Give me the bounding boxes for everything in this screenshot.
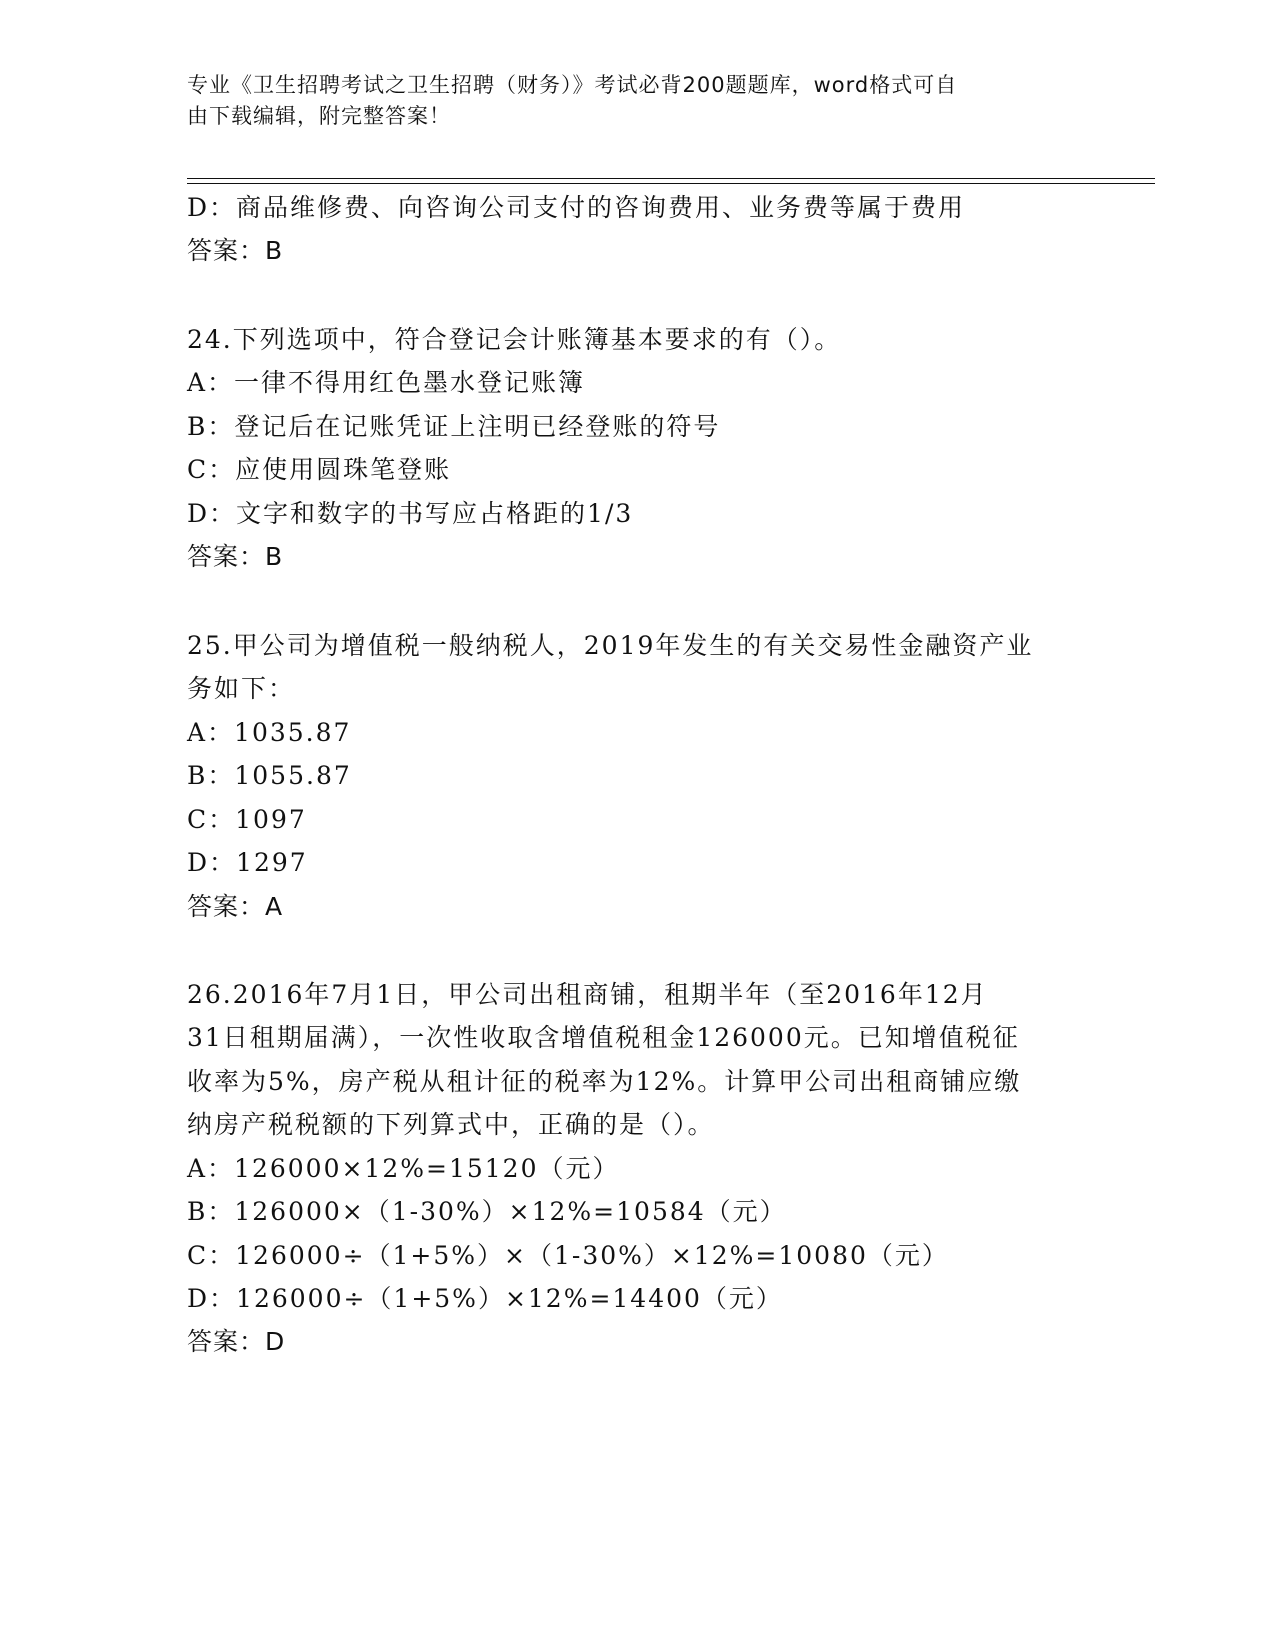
q26-answer: 答案：D — [187, 1327, 286, 1356]
header-rule-top — [187, 178, 1155, 179]
q26-option-d: D：126000÷（1+5%）×12%=14400（元） — [187, 1284, 783, 1313]
q26-option-b: B：126000×（1-30%）×12%=10584（元） — [187, 1197, 787, 1226]
header-rule-bottom — [187, 183, 1155, 184]
q25-option-a: A：1035.87 — [187, 718, 352, 747]
q25-question-line-2: 务如下： — [187, 674, 296, 703]
q25-answer: 答案：A — [187, 892, 284, 921]
q24-question: 24.下列选项中，符合登记会计账簿基本要求的有（）。 — [187, 325, 842, 354]
q26-question-line-3: 收率为5%，房产税从租计征的税率为12%。计算甲公司出租商铺应缴 — [187, 1067, 1022, 1096]
q25-question-line-1: 25.甲公司为增值税一般纳税人，2019年发生的有关交易性金融资产业 — [187, 631, 1034, 660]
q26-question-line-2: 31日租期届满），一次性收取含增值税租金126000元。已知增值税征 — [187, 1023, 1020, 1052]
q25-option-d: D：1297 — [187, 848, 308, 877]
q24-option-c: C：应使用圆珠笔登账 — [187, 455, 452, 484]
q24-option-b: B：登记后在记账凭证上注明已经登账的符号 — [187, 412, 721, 441]
q26-option-a: A：126000×12%=15120（元） — [187, 1154, 620, 1183]
q23-answer: 答案：B — [187, 236, 284, 265]
header-line-2: 由下载编辑，附完整答案！ — [187, 104, 451, 128]
q24-option-d: D：文字和数字的书写应占格距的1/3 — [187, 499, 634, 528]
header-line-1: 专业《卫生招聘考试之卫生招聘（财务）》考试必背200题题库，word格式可自 — [187, 73, 958, 97]
q24-answer: 答案：B — [187, 542, 284, 571]
q25-option-b: B：1055.87 — [187, 761, 352, 790]
q26-option-c: C：126000÷（1+5%）×（1-30%）×12%=10080（元） — [187, 1241, 949, 1270]
document-header — [187, 70, 1067, 132]
q23-option-d: D：商品维修费、向咨询公司支付的咨询费用、业务费等属于费用 — [187, 193, 966, 222]
q26-question-line-1: 26.2016年7月1日，甲公司出租商铺，租期半年（至2016年12月 — [187, 980, 988, 1009]
q26-question-line-4: 纳房产税税额的下列算式中，正确的是（）。 — [187, 1110, 715, 1139]
q25-option-c: C：1097 — [187, 805, 307, 834]
q24-option-a: A：一律不得用红色墨水登记账簿 — [187, 368, 586, 397]
